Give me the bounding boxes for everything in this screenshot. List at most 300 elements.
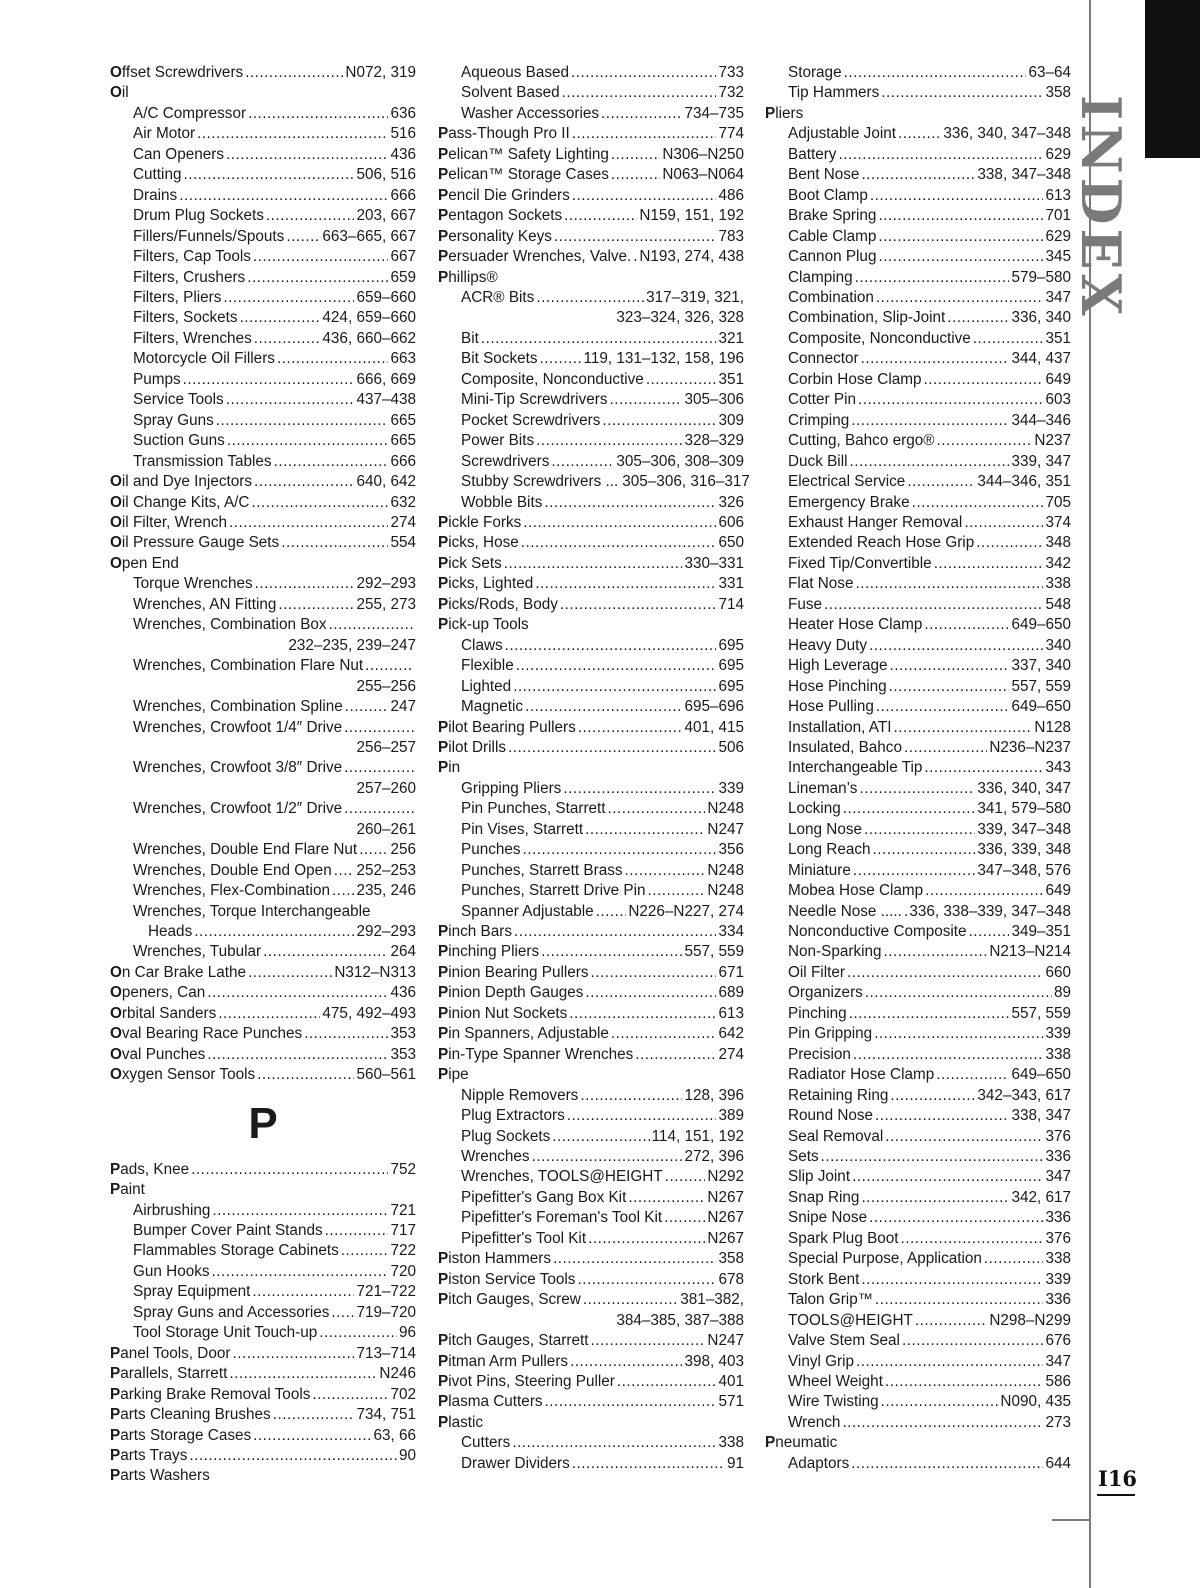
entry-term [461,677,511,697]
dot-leader [870,186,1044,206]
entry-term-text: arking Brake Removal Tools [120,1385,311,1403]
index-heading-entry [438,963,744,983]
entry-term-text: Connector [788,350,859,368]
index-subentry [765,677,1071,697]
entry-term [461,390,607,410]
entry-term [133,288,221,308]
dot-leader [969,922,1010,942]
page-reference: 339 [1045,1270,1071,1288]
dot-leader [874,1024,1043,1044]
index-heading-entry [438,1249,744,1269]
entry-term-text: iston Hammers [448,1250,552,1268]
entry-term-text: Spray Guns [133,411,214,429]
page-reference: 305–306, 316–317 [622,473,750,491]
index-column-2 [438,63,750,1474]
entry-term-text: Composite, Nonconductive [788,329,971,347]
entry-term-text: in-Type Spanner Wrenches [448,1045,634,1063]
entry-term [438,1004,567,1024]
index-heading-entry [438,554,744,574]
index-heading-entry [110,554,416,574]
entry-term-text: Miniature [788,861,851,879]
index-subentry [438,861,744,881]
index-heading-entry [438,1024,744,1044]
index-subentry [438,881,744,901]
entry-term-text: lasma Cutters [448,1393,543,1411]
entry-term [461,799,606,819]
entry-term [438,1249,551,1269]
entry-term-text: icks, Lighted [448,575,534,593]
entry-term [788,493,910,513]
entry-initial: P [110,1447,121,1464]
index-subentry [110,758,416,778]
dot-leader [869,636,1043,656]
index-subentry [765,268,1071,288]
index-subentry [110,124,416,144]
index-heading-entry [438,513,744,533]
entry-term [438,595,558,615]
page-reference: 642 [718,1025,744,1043]
entry-term [788,533,974,553]
page-reference: 353 [390,1025,416,1043]
page-reference: 338, 347–348 [977,166,1071,184]
entry-term-text: Air Motor [133,125,196,143]
entry-term [788,349,859,369]
entry-term [788,1147,819,1167]
index-heading-entry [110,83,416,103]
dot-leader [611,1024,717,1044]
entry-term [461,697,523,717]
entry-term [461,1106,565,1126]
entry-term [461,1208,662,1228]
index-subentry [765,1249,1071,1269]
entry-term [788,820,862,840]
entry-term-text: Solvent Based [461,84,560,102]
entry-term [461,861,623,881]
entry-term [133,1323,317,1343]
page-reference: N248 [707,882,744,900]
entry-initial: P [438,718,449,736]
page-reference: 506, 516 [356,166,416,184]
page-reference: N312–N313 [334,963,416,981]
entry-term-text: Screwdrivers [461,452,550,470]
index-heading-entry [438,574,744,594]
dot-leader [577,1270,716,1290]
entry-term-text: ersuader Wrenches, Valve. [448,248,632,266]
index-subentry [110,431,416,451]
dot-leader [189,1446,397,1466]
dot-leader [907,472,975,492]
index-subentry [110,1221,416,1241]
index-heading-entry [438,615,744,635]
entry-term-text: Tool Storage Unit Touch-up [133,1324,318,1342]
index-subentry [110,227,416,247]
entry-term [110,1446,187,1466]
entry-term-text: inion Depth Gauges [448,984,584,1002]
dot-leader [329,615,414,635]
index-subentry [765,942,1071,962]
index-subentry [438,1167,744,1187]
entry-term-text: Wrench [788,1413,841,1431]
entry-initial: P [438,1373,449,1390]
index-subentry [438,820,744,840]
entry-term [133,1221,323,1241]
entry-term-text: Nonconductive Composite [788,923,967,941]
entry-term [110,554,179,574]
index-subentry [110,615,416,635]
page-reference: N063–N064 [662,166,744,184]
page-reference: 114, 151, 192 [651,1127,744,1145]
dot-leader [601,104,682,124]
dot-leader [602,411,716,431]
dot-leader [924,615,1009,635]
entry-term [438,513,521,533]
entry-term-text: Battery [788,145,837,163]
dot-leader [516,656,717,676]
entry-initial: P [438,145,449,163]
page-reference: N267 [707,1229,744,1247]
entry-term-text: Wobble Bits [461,493,543,511]
index-subentry [110,902,416,922]
index-subentry [438,1106,744,1126]
entry-term [133,268,245,288]
dot-leader [365,656,414,676]
entry-initial: P [438,575,449,593]
entry-term-text: Organizers [788,984,863,1002]
dot-leader [875,1290,1043,1310]
index-subentry [765,1188,1071,1208]
index-heading-entry [110,1426,416,1446]
index-subentry [438,1208,744,1228]
page-reference: 63–64 [1028,64,1071,81]
entry-term [110,1045,205,1065]
index-entry-continuation: 256–257 [356,738,416,756]
page-reference: 671 [718,963,744,981]
entry-initial: P [110,1344,121,1362]
entry-term [788,738,902,758]
entry-term [788,431,934,451]
dot-leader [890,656,1010,676]
entry-term [788,697,874,717]
dot-leader [183,165,354,185]
entry-term-text: Lighted [461,677,512,695]
entry-term-text: itch Gauges, Screw [448,1291,581,1309]
entry-term [461,288,534,308]
entry-term [461,840,521,860]
page-reference: 644 [1045,1454,1071,1472]
index-subentry [765,1045,1071,1065]
dot-leader [904,902,907,922]
entry-term-text: Cutting, Bahco ergo® [788,432,935,450]
dot-leader [904,738,987,758]
entry-term [788,390,856,410]
dot-leader [248,963,332,983]
page-reference: 344, 437 [1011,350,1071,368]
dot-leader [277,349,389,369]
entry-term-text: Wrenches, Combination Box [133,616,327,634]
entry-term [133,595,276,615]
index-heading-entry [438,983,744,1003]
entry-term-text: Installation, ATI [788,718,892,736]
page-reference: 356 [718,841,744,859]
index-subentry [438,697,744,717]
index-subentry [765,411,1071,431]
index-subentry [110,1323,416,1343]
page-reference: 660 [1045,963,1071,981]
dot-leader [521,533,717,553]
entry-initial: P [438,923,449,941]
page-reference: 649–650 [1011,616,1071,634]
page-reference: 349–351 [1011,923,1071,941]
page-reference: 331 [718,575,744,593]
dot-leader [611,145,660,165]
dot-leader [525,697,682,717]
index-entry-continuation: 323–324, 326, 328 [616,309,744,327]
entry-initial: P [438,616,449,634]
page-reference: 721–722 [356,1283,416,1301]
entry-term-text: Cannon Plug [788,248,877,266]
page-reference: 336, 340, 347 [977,779,1071,797]
dot-leader [878,227,1043,247]
entry-term-text: Fuse [788,595,823,613]
page-reference: 548 [1045,595,1071,613]
page-reference: N306–N250 [662,145,744,163]
page-reference: 676 [1045,1332,1071,1350]
dot-leader [976,533,1043,553]
index-subentry [765,983,1071,1003]
index-subentry [765,1004,1071,1024]
entry-term-text: TOOLS@HEIGHT [788,1311,913,1329]
entry-initial: P [438,125,449,143]
index-entry-continuation: 260–261 [356,820,416,838]
entry-term [788,124,896,144]
entry-term-text: il and Dye Injectors [121,473,252,491]
entry-term-text: Wrenches, Double End Flare Nut [133,841,358,859]
entry-term-text: Mini-Tip Screwdrivers [461,391,608,409]
index-heading-entry [438,942,744,962]
entry-term [133,861,332,881]
dot-leader [609,390,682,410]
entry-term-text: Pocket Screwdrivers [461,411,601,429]
page-reference: 560–561 [356,1066,416,1084]
entry-term-text: Pin Gripping [788,1025,873,1043]
entry-term-text: hillips® [448,268,498,286]
entry-term [438,615,529,635]
dot-leader [207,983,388,1003]
index-heading-entry [110,1385,416,1405]
entry-term [133,697,343,717]
entry-term [788,165,859,185]
entry-term [133,227,284,247]
entry-term [788,1454,849,1474]
dot-leader [229,1364,377,1384]
entry-term-text: Wrenches, Combination Flare Nut [133,657,364,675]
dot-leader [925,881,1043,901]
index-column-1 [110,63,416,1487]
index-subentry [438,1147,744,1167]
page-reference: 344–346 [1011,411,1071,429]
entry-term [133,452,272,472]
entry-initial: P [110,1365,121,1383]
page-reference: 235, 246 [356,882,416,900]
entry-term-text: arts Washers [120,1467,210,1485]
entry-term-text: Crimping [788,411,850,429]
page-reference: N292 [707,1168,744,1186]
index-heading-entry [110,1180,416,1200]
index-subentry [765,636,1071,656]
dot-leader [923,370,1043,390]
entry-term [461,1454,570,1474]
entry-term-text: Filters, Crushers [133,268,246,286]
entry-term-text: Motorcycle Oil Fillers [133,350,275,368]
index-subentry [765,329,1071,349]
index-subentry [438,452,744,472]
index-heading-entry [438,718,744,738]
entry-term [133,799,342,819]
index-subentry [438,1454,744,1474]
index-subentry [110,206,416,226]
entry-term-text: Heads [148,923,193,941]
page-reference: N072, 319 [345,64,416,81]
entry-term [133,206,264,226]
entry-initial: P [110,1406,121,1424]
dot-leader [881,83,1043,103]
entry-term-text: Fixed Tip/Convertible [788,554,932,572]
entry-initial: P [438,534,449,552]
page-reference: 586 [1045,1373,1071,1390]
entry-term-text: ads, Knee [120,1160,190,1178]
entry-initial: P [438,1291,449,1309]
page-reference: 424, 659–660 [322,309,416,327]
dot-leader [331,1303,354,1323]
entry-term-text: Sets [788,1148,819,1166]
entry-term [788,758,922,778]
dot-leader [569,1004,716,1024]
index-subentry [110,370,416,390]
dot-leader [512,1433,716,1453]
dot-leader [254,329,321,349]
page-reference: 783 [718,227,744,245]
index-heading-entry [110,1024,416,1044]
page-reference: 486 [718,186,744,204]
entry-term [788,1188,859,1208]
entry-term [788,1065,934,1085]
dot-leader [266,206,355,226]
entry-term [461,452,549,472]
entry-term [461,472,618,492]
page-reference: 436, 660–662 [322,329,416,347]
entry-term [788,206,876,226]
dot-leader [901,1229,1044,1249]
entry-term-text: Flexible [461,657,514,675]
index-subentry [765,390,1071,410]
entry-term [461,83,560,103]
index-subentry [438,493,744,513]
index-heading-entry [110,1065,416,1085]
page-reference: 344–346, 351 [977,473,1071,491]
index-heading-entry [438,1270,744,1290]
entry-term [788,922,967,942]
entry-term-text: Filters, Wrenches [133,329,252,347]
page-reference: 678 [718,1270,744,1288]
entry-initial: P [110,1160,121,1178]
entry-initial: P [110,1467,121,1485]
entry-term [133,124,195,144]
index-subentry [765,881,1071,901]
entry-term-text: Plug Sockets [461,1127,551,1145]
index-heading-entry [110,533,416,553]
dot-leader [861,349,1010,369]
page-reference: 722 [390,1242,416,1260]
page-number: I16 [1098,1466,1138,1491]
index-subentry [110,861,416,881]
index-subentry [765,1392,1071,1412]
page-reference: 701 [1045,207,1071,225]
page-reference: 336 [1045,1148,1071,1166]
index-subentry [110,247,416,267]
entry-term [438,1372,615,1392]
index-subentry [765,349,1071,369]
page-reference: 91 [726,1454,744,1472]
page-reference: 579–580 [1011,268,1071,286]
entry-term-text: Claws [461,636,503,654]
dot-leader [216,411,389,431]
entry-term-text: Special Purpose, Application [788,1250,982,1268]
dot-leader [964,513,1043,533]
dot-leader [851,1454,1043,1474]
index-subentry [765,1270,1071,1290]
entry-term [788,779,857,799]
dot-leader [544,493,716,513]
entry-term-text: Round Nose [788,1107,874,1125]
entry-initial: O [110,64,122,81]
dot-leader [523,513,716,533]
entry-term [438,738,506,758]
index-subentry [765,1372,1071,1392]
entry-term [110,63,243,83]
index-subentry [765,63,1071,83]
index-subentry [765,1024,1071,1044]
index-heading-entry [438,1045,744,1065]
page-reference: N159, 151, 192 [639,207,744,225]
page-reference: 632 [390,493,416,511]
entry-term-text: anel Tools, Door [120,1344,231,1362]
entry-term [110,472,252,492]
page-reference: 649 [1045,882,1071,900]
entry-term-text: Clamping [788,268,853,286]
index-subentry [765,1311,1071,1331]
index-heading-entry [438,186,744,206]
entry-initial: P [438,943,449,961]
dot-leader [633,247,637,267]
index-heading-entry [110,1344,416,1364]
page-reference: 606 [718,513,744,531]
entry-term [438,1045,633,1065]
dot-leader [583,1290,678,1310]
index-heading-entry [438,247,744,267]
entry-term-text: Oil Filter [788,963,845,981]
index-heading-entry [110,63,416,83]
index-subentry [110,799,416,819]
entry-term [788,452,848,472]
entry-term-text: Wrenches, Double End Open [133,861,332,879]
page-reference: 336, 340 [1011,309,1071,327]
entry-term [788,472,905,492]
dot-leader [852,1167,1043,1187]
entry-term-text: Radiator Hose Clamp [788,1066,935,1084]
page-reference: 255, 273 [356,595,416,613]
entry-term [461,881,646,901]
entry-term [133,247,251,267]
